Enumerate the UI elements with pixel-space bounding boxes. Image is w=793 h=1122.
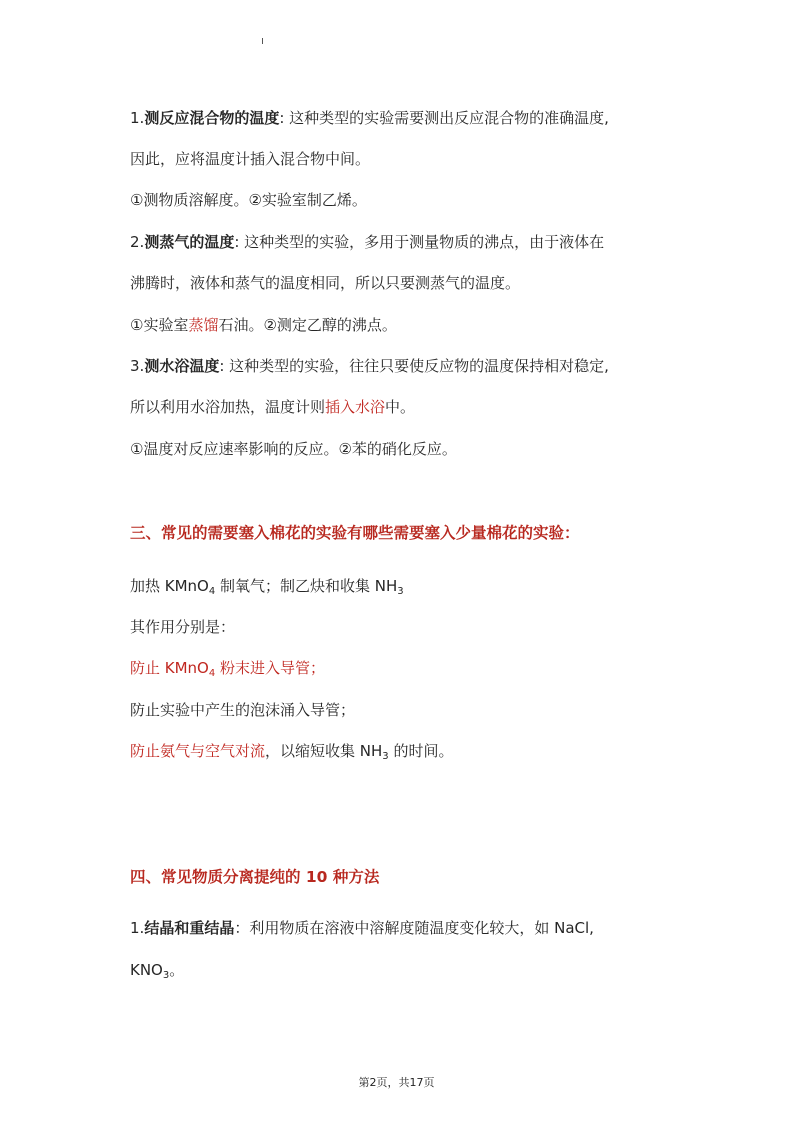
s2-number: 2. (130, 233, 145, 251)
sep-desc2-b: 。 (169, 961, 185, 979)
sep-term: 结晶和重结晶 (144, 919, 235, 937)
s3-term: 测水浴温度 (144, 357, 220, 375)
cotton-line2: 其作用分别是： (130, 618, 236, 636)
s3-desc2-post: 中。 (385, 398, 416, 416)
cotton-l5-sub: 3 (382, 751, 389, 762)
page-tick-mark (262, 38, 263, 44)
s3-number: 3. (130, 357, 145, 375)
s1-number: 1. (130, 109, 145, 127)
cotton-l1-sub: 4 (208, 586, 216, 597)
cotton-l5-a: ，以缩短收集 NH (265, 742, 383, 760)
cotton-l3-sub: 4 (208, 668, 216, 679)
sep-desc2-a: KNO (130, 961, 163, 979)
cotton-line3 (130, 657, 665, 679)
s1-term: 测反应混合物的温度 (144, 109, 280, 127)
sep-desc2-sub: 3 (162, 970, 170, 981)
s3-line1 (130, 355, 665, 377)
s2-ex-post: 石油。②测定乙醇的沸点。 (218, 316, 397, 334)
s2-term: 测蒸气的温度 (144, 233, 235, 251)
cotton-l3-a: 防止 KMnO (130, 659, 209, 677)
heading-separation-methods: 四、常见物质分离提纯的 10 种方法 (130, 868, 380, 886)
s2-desc1: : 这种类型的实验，多用于测量物质的沸点，由于液体在 (234, 233, 605, 251)
s3-desc2-highlight: 插入水浴 (325, 398, 386, 416)
page-footer: 第2页，共17页 (358, 1076, 435, 1089)
s1-line2: 因此，应将温度计插入混合物中间。 (130, 150, 371, 168)
s2-line2: 沸腾时，液体和蒸气的温度相同，所以只要测蒸气的温度。 (130, 274, 521, 292)
cotton-l1-b: 制氧气；制乙炔和收集 NH (215, 577, 398, 595)
s1-desc1: : 这种类型的实验需要测出反应混合物的准确温度, (279, 109, 609, 127)
s1-examples: ①测物质溶解度。②实验室制乙烯。 (130, 191, 367, 209)
s3-line2 (130, 396, 665, 418)
sep-number: 1. (130, 919, 145, 937)
cotton-l1-a: 加热 KMnO (130, 577, 209, 595)
sep-line1 (130, 917, 665, 939)
cotton-l5-highlight: 防止氨气与空气对流 (130, 742, 266, 760)
s2-examples (130, 314, 665, 336)
cotton-line5 (130, 740, 665, 762)
cotton-l5-b: 的时间。 (388, 742, 454, 760)
heading-cotton-experiments: 三、常见的需要塞入棉花的实验有哪些需要塞入少量棉花的实验： (130, 524, 580, 542)
s2-line1 (130, 231, 665, 253)
s2-ex-pre: ①实验室 (130, 316, 189, 334)
sep-desc1: ：利用物质在溶液中溶解度随温度变化较大，如 NaCl, (234, 919, 594, 937)
cotton-l1-sub2: 3 (397, 586, 404, 597)
cotton-l3-b: 粉末进入导管； (215, 659, 326, 677)
cotton-line4: 防止实验中产生的泡沫涌入导管； (130, 701, 356, 719)
s2-ex-highlight: 蒸馏 (188, 316, 219, 334)
s3-examples: ①温度对反应速率影响的反应。②苯的硝化反应。 (130, 440, 457, 458)
sep-line2 (130, 959, 665, 981)
s3-desc1: : 这种类型的实验，往往只要使反应物的温度保持相对稳定, (219, 357, 609, 375)
cotton-line1 (130, 575, 665, 597)
s3-desc2-pre: 所以利用水浴加热，温度计则 (130, 398, 326, 416)
s1-line1 (130, 107, 665, 129)
